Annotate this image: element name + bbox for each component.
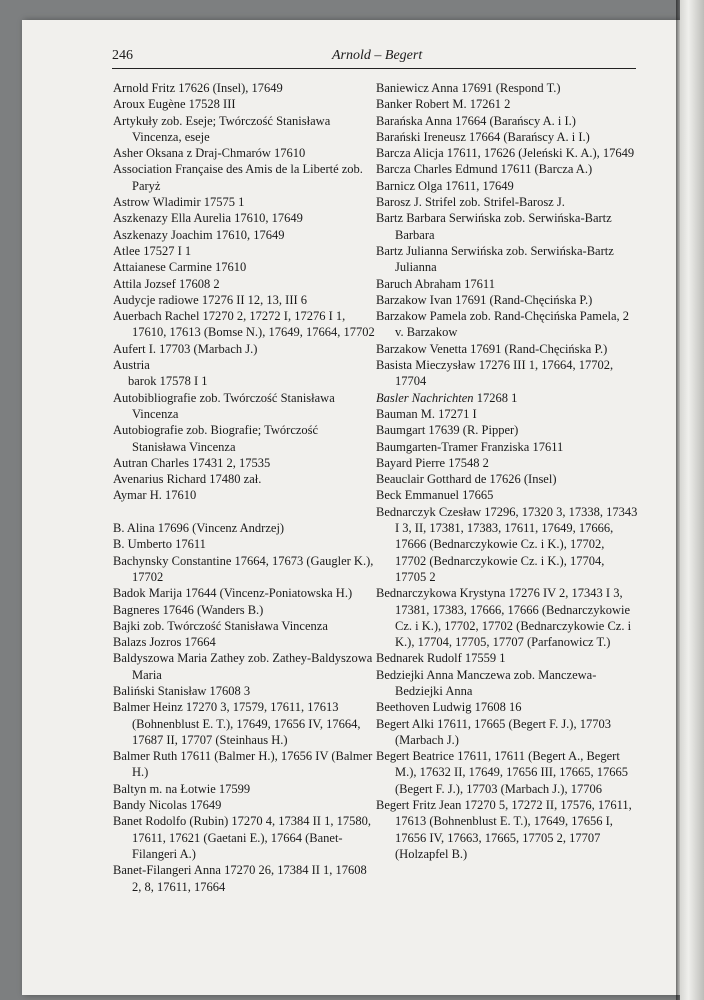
index-entry: Bartz Julianna Serwińska zob. Serwińska-Bartz Julianna <box>376 243 614 275</box>
index-entry: Bauman M. 17271 I <box>376 406 477 421</box>
index-entry: Barańska Anna 17664 (Barańscy A. i I.) <box>376 113 576 128</box>
index-entry: Auerbach Rachel 17270 2, 17272 I, 17276 I 1, 17610, 17613 (Bomse N.), 17649, 17664, 17702 <box>113 309 375 340</box>
index-entry: Bandy Nicolas 17649 <box>113 798 222 813</box>
index-entry: Astrow Wladimir 17575 1 <box>113 195 245 210</box>
index-entry: Baltyn m. na Łotwie 17599 <box>113 781 251 796</box>
index-entry: Badok Marija 17644 (Vincenz-Poniatowska H.) <box>113 586 353 601</box>
index-entry: Balmer Heinz 17270 3, 17579, 17611, 17613 (Bohnenblust E. T.), 17649, 17656 IV, 17664, 17687 II, 17707 (Steinhaus H.) <box>113 700 361 747</box>
index-entry: Barnicz Olga 17611, 17649 <box>376 178 514 193</box>
index-entry: Barcza Charles Edmund 17611 (Barcza A.) <box>376 162 593 177</box>
index-entry: Barzakow Venetta 17691 (Rand-Chęcińska P.) <box>376 341 608 356</box>
index-entry: B. Alina 17696 (Vincenz Andrzej) <box>113 521 285 536</box>
index-entry: Aymar H. 17610 <box>113 488 197 503</box>
index-entry: Asher Oksana z Draj-Chmarów 17610 <box>113 146 306 161</box>
index-entry: Banker Robert M. 17261 2 <box>376 97 511 112</box>
running-title: Arnold – Begert <box>332 48 423 63</box>
index-entry: Baniewicz Anna 17691 (Respond T.) <box>376 81 561 95</box>
index-column-right <box>376 80 638 862</box>
index-entry: Banet-Filangeri Anna 17270 26, 17384 II 1, 17608 2, 8, 17611, 17664 <box>113 863 367 894</box>
index-entry: Beethoven Ludwig 17608 16 <box>376 700 522 715</box>
index-entry: Barzakow Pamela zob. Rand-Chęcińska Pamela, 2 v. Barzakow <box>376 309 630 340</box>
index-entry: Autobiografie zob. Biografie; Twórczość Stanisława Vincenza <box>113 423 319 454</box>
index-entry: Bedziejki Anna Manczewa zob. Manczewa-Bedziejki Anna <box>376 667 597 698</box>
index-entry: Begert Beatrice 17611, 17611 (Begert A., Begert M.), 17632 II, 17649, 17656 III, 17665, 17665 (Begert F. J.), 17703 (Marbach J.), 17706 <box>376 749 628 796</box>
index-entry: Autran Charles 17431 2, 17535 <box>113 455 271 470</box>
index-entry: Barzakow Ivan 17691 (Rand-Chęcińska P.) <box>376 292 593 307</box>
section-gap <box>113 504 375 520</box>
index-entry: Beck Emmanuel 17665 <box>376 488 494 503</box>
index-entry: Autobibliografie zob. Twórczość Stanisława Vincenza <box>113 390 335 421</box>
index-entry: Baldyszowa Maria Zathey zob. Zathey-Baldyszowa Maria <box>113 651 373 682</box>
index-entry: Audycje radiowe 17276 II 12, 13, III 6 <box>113 292 308 307</box>
index-entry: Beauclair Gotthard de 17626 (Insel) <box>376 472 557 487</box>
index-entry: barok 17578 I 1 <box>128 374 208 389</box>
index-entry: Bartz Barbara Serwińska zob. Serwińska-Bartz Barbara <box>376 211 612 242</box>
index-entry: Aroux Eugène 17528 III <box>113 97 236 112</box>
index-entry: Aszkenazy Joachim 17610, 17649 <box>113 227 285 242</box>
book-binding <box>680 0 704 1000</box>
index-entry: Bayard Pierre 17548 2 <box>376 455 489 470</box>
index-entry: Attila Jozsef 17608 2 <box>113 276 220 291</box>
running-header <box>112 48 636 69</box>
index-entry: Begert Alki 17611, 17665 (Begert F. J.), 17703 (Marbach J.) <box>376 716 611 747</box>
index-entry: Barański Ireneusz 17664 (Barańscy A. i I.) <box>376 129 590 144</box>
index-entry: Atlee 17527 I 1 <box>113 243 192 258</box>
index-entry: Bednarczyk Czesław 17296, 17320 3, 17338, 17343 I 3, II, 17381, 17383, 17611, 17649, 17666, 17666 (Bednarczykowie Cz. i K.), 17702, 17702 (Bednarczykowie Cz. i K.), 17704, 17705 2 <box>376 504 638 584</box>
index-column-left <box>113 80 375 895</box>
index-entry: Barcza Alicja 17611, 17626 (Jeleński K. A.), 17649 <box>376 146 635 161</box>
index-entry: Artykuły zob. Eseje; Twórczość Stanisława Vincenza, eseje <box>113 113 331 144</box>
index-entry: Bednarek Rudolf 17559 1 <box>376 651 506 666</box>
index-entry: B. Umberto 17611 <box>113 537 206 552</box>
index-entry: Barosz J. Strifel zob. Strifel-Barosz J. <box>376 195 565 210</box>
index-entry: Bajki zob. Twórczość Stanisława Vincenza <box>113 618 328 633</box>
index-entry: Austria <box>113 358 150 373</box>
index-entry: Balazs Jozros 17664 <box>113 635 216 650</box>
index-entry: Avenarius Richard 17480 zał. <box>113 472 262 487</box>
index-entry: Bagneres 17646 (Wanders B.) <box>113 602 264 617</box>
index-entry: Bachynsky Constantine 17664, 17673 (Gaugler K.), 17702 <box>113 553 374 584</box>
index-entry: Baliński Stanisław 17608 3 <box>113 683 251 698</box>
index-entry: Attaianese Carmine 17610 <box>113 260 247 275</box>
index-entry: Baumgarten-Tramer Franziska 17611 <box>376 439 564 454</box>
index-entry: Arnold Fritz 17626 (Insel), 17649 <box>113 81 283 95</box>
index-entry: Basista Mieczysław 17276 III 1, 17664, 17702, 17704 <box>376 358 614 389</box>
index-entry: Baruch Abraham 17611 <box>376 276 495 291</box>
index-entry: Banet Rodolfo (Rubin) 17270 4, 17384 II 1, 17580, 17611, 17621 (Gaetani E.), 17664 (Banet-Filangeri A.) <box>113 814 371 861</box>
index-entry-periodical: Basler Nachrichten 17268 1 <box>376 390 518 405</box>
index-entry: Aufert I. 17703 (Marbach J.) <box>113 341 258 356</box>
index-entry: Aszkenazy Ella Aurelia 17610, 17649 <box>113 211 303 226</box>
index-entry: Bednarczykowa Krystyna 17276 IV 2, 17343 I 3, 17381, 17383, 17666, 17666 (Bednarczykowie Cz. i K.), 17702, 17702 (Bednarczykowie Cz. i K.), 17704, 17705, 17707 (Parfanowicz T.) <box>376 586 632 650</box>
index-entry: Begert Fritz Jean 17270 5, 17272 II, 17576, 17611, 17613 (Bohnenblust E. T.), 17649, 17656 I, 17656 IV, 17663, 17665, 17705 2, 17707 (Holzapfel B.) <box>376 798 632 861</box>
index-entry: Baumgart 17639 (R. Pipper) <box>376 423 519 438</box>
page-number: 246 <box>112 48 133 63</box>
index-entry: Association Française des Amis de la Liberté zob. Paryż <box>113 162 363 193</box>
index-entry: Balmer Ruth 17611 (Balmer H.), 17656 IV (Balmer H.) <box>113 749 373 780</box>
